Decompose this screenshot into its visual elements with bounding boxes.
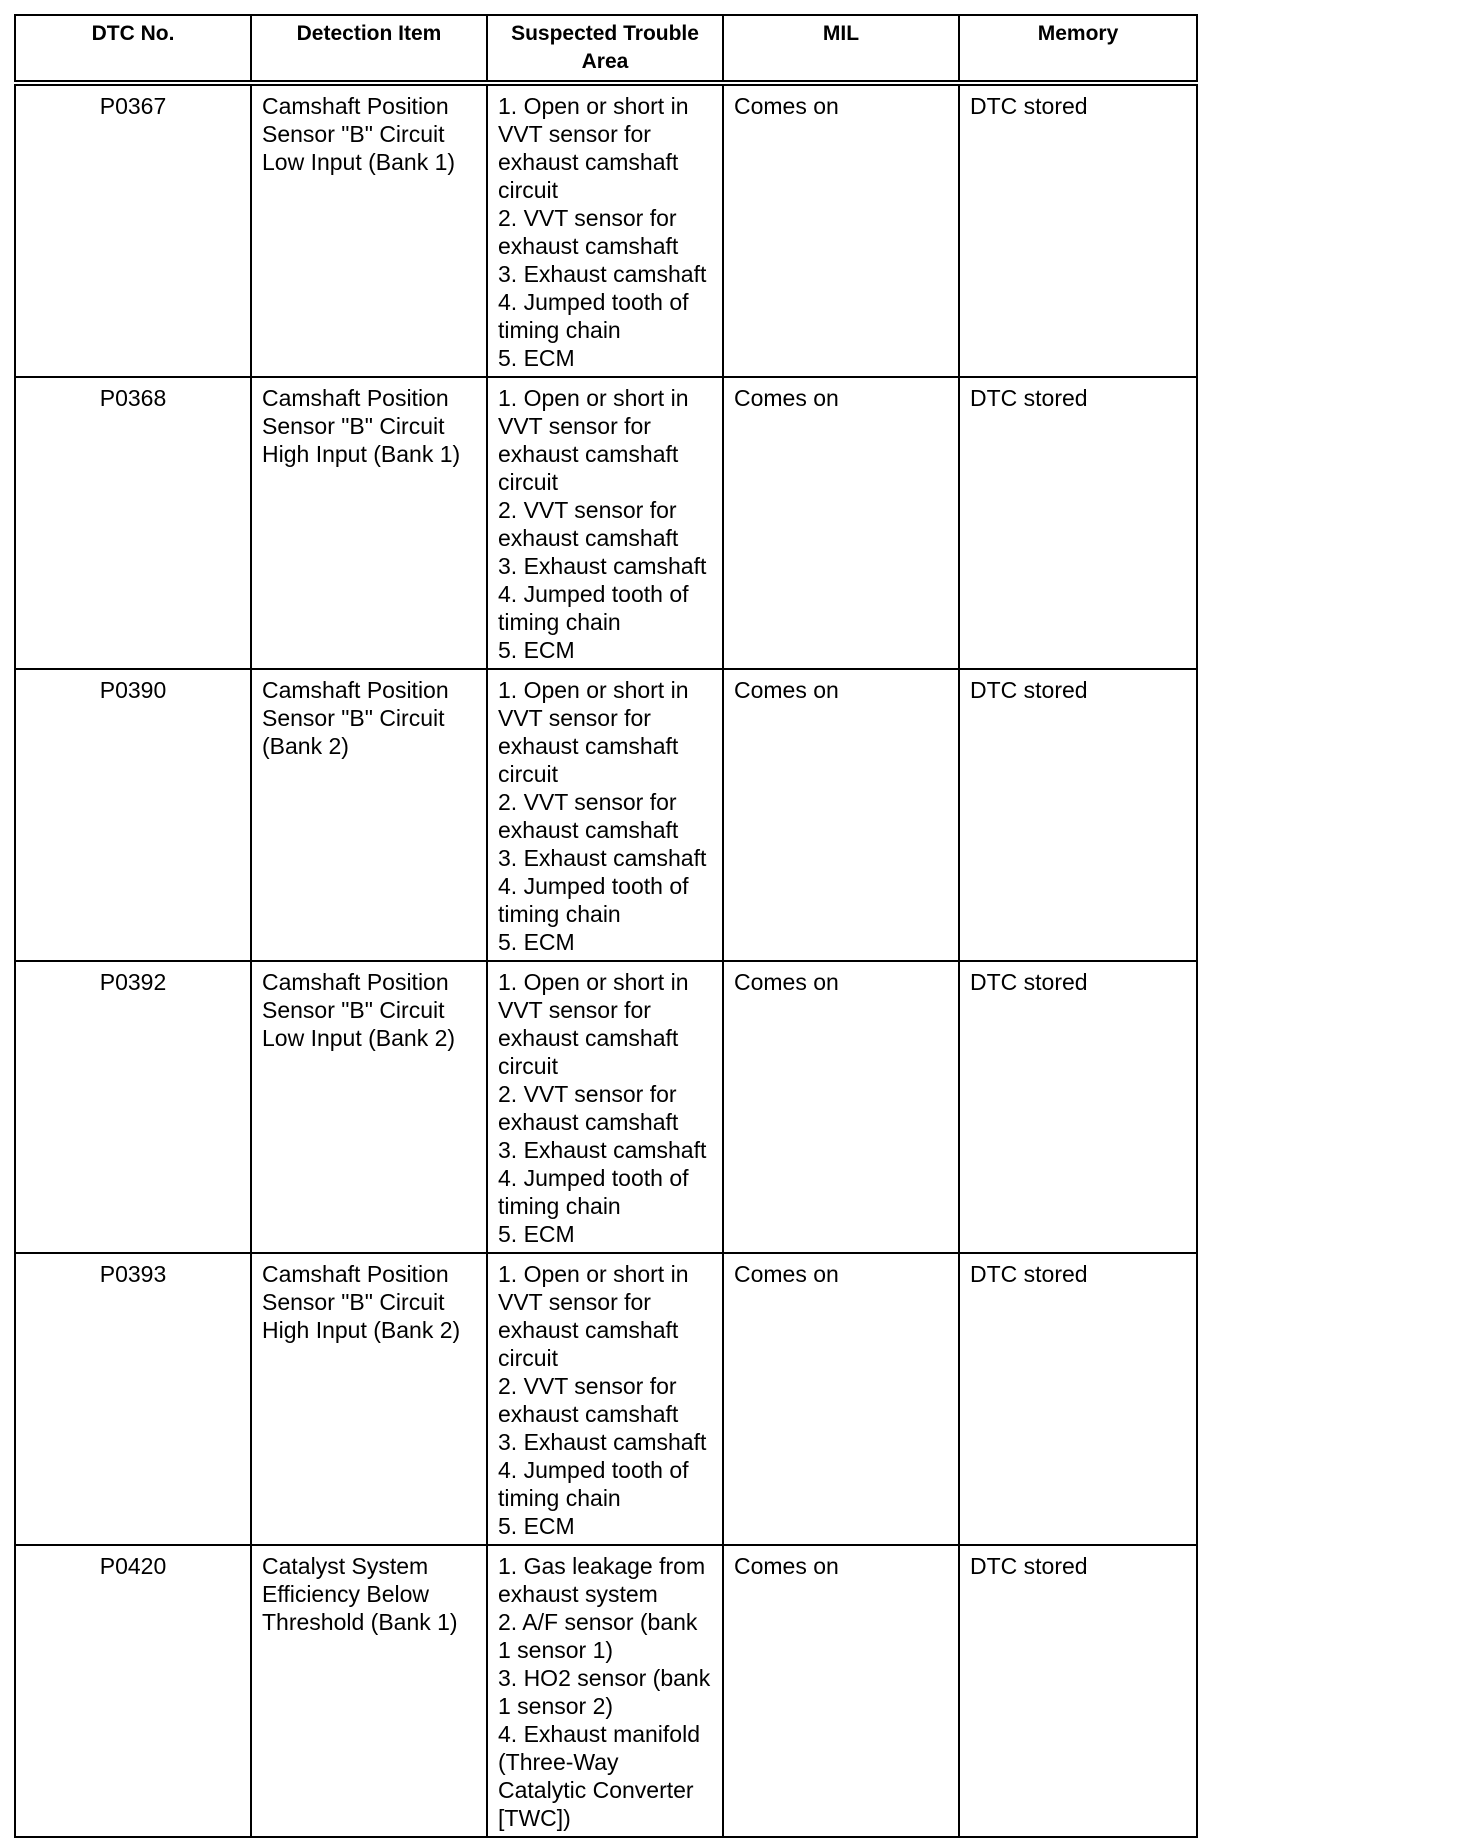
trouble-item: 5. ECM	[498, 1221, 575, 1247]
trouble-list	[498, 1552, 712, 1832]
dtc-table	[14, 14, 1198, 1838]
trouble-item: 1. Open or short in VVT sensor for exhaust camshaft circuit	[498, 385, 689, 495]
header-dtc-no: DTC No.	[15, 15, 251, 83]
trouble-item: 1. Open or short in VVT sensor for exhaust camshaft circuit	[498, 1261, 689, 1371]
mil-status: Comes on	[723, 1253, 959, 1545]
trouble-item: 2. VVT sensor for exhaust camshaft	[498, 1373, 679, 1427]
trouble-item: 3. Exhaust camshaft	[498, 1137, 707, 1163]
trouble-item: 1. Gas leakage from exhaust system	[498, 1553, 706, 1607]
trouble-item: 1. Open or short in VVT sensor for exhaust camshaft circuit	[498, 93, 689, 203]
suspected-trouble-area	[487, 1253, 723, 1545]
mil-status: Comes on	[723, 669, 959, 961]
trouble-item: 2. A/F sensor (bank 1 sensor 1)	[498, 1609, 698, 1663]
table-row	[15, 1545, 1197, 1837]
trouble-item: 4. Jumped tooth of timing chain	[498, 873, 689, 927]
detection-item: Catalyst System Efficiency Below Threshold (Bank 1)	[251, 1545, 487, 1837]
trouble-item: 3. Exhaust camshaft	[498, 1429, 707, 1455]
suspected-trouble-area	[487, 83, 723, 377]
trouble-item: 1. Open or short in VVT sensor for exhaust camshaft circuit	[498, 969, 689, 1079]
trouble-item: 4. Jumped tooth of timing chain	[498, 581, 689, 635]
memory-status: DTC stored	[959, 1545, 1197, 1837]
trouble-item: 3. Exhaust camshaft	[498, 553, 707, 579]
trouble-item: 2. VVT sensor for exhaust camshaft	[498, 205, 679, 259]
dtc-number: P0390	[15, 669, 251, 961]
table-header	[15, 15, 1197, 83]
mil-status: Comes on	[723, 377, 959, 669]
mil-status: Comes on	[723, 961, 959, 1253]
detection-item: Camshaft Position Sensor "B" Circuit Low Input (Bank 2)	[251, 961, 487, 1253]
trouble-list	[498, 968, 712, 1248]
table-row	[15, 669, 1197, 961]
memory-status: DTC stored	[959, 669, 1197, 961]
suspected-trouble-area	[487, 377, 723, 669]
header-suspected-trouble-area: Suspected Trouble Area	[487, 15, 723, 83]
detection-item: Camshaft Position Sensor "B" Circuit (Bank 2)	[251, 669, 487, 961]
table-row	[15, 377, 1197, 669]
header-mil: MIL	[723, 15, 959, 83]
detection-item: Camshaft Position Sensor "B" Circuit High Input (Bank 1)	[251, 377, 487, 669]
trouble-item: 5. ECM	[498, 637, 575, 663]
trouble-item: 5. ECM	[498, 1513, 575, 1539]
memory-status: DTC stored	[959, 83, 1197, 377]
dtc-number: P0392	[15, 961, 251, 1253]
trouble-item: 5. ECM	[498, 929, 575, 955]
memory-status: DTC stored	[959, 1253, 1197, 1545]
trouble-list	[498, 92, 712, 372]
trouble-item: 4. Jumped tooth of timing chain	[498, 289, 689, 343]
trouble-item: 5. ECM	[498, 345, 575, 371]
trouble-list	[498, 384, 712, 664]
trouble-item: 3. Exhaust camshaft	[498, 261, 707, 287]
dtc-number: P0368	[15, 377, 251, 669]
trouble-item: 1. Open or short in VVT sensor for exhaust camshaft circuit	[498, 677, 689, 787]
memory-status: DTC stored	[959, 961, 1197, 1253]
suspected-trouble-area	[487, 961, 723, 1253]
trouble-item: 2. VVT sensor for exhaust camshaft	[498, 789, 679, 843]
detection-item: Camshaft Position Sensor "B" Circuit Low Input (Bank 1)	[251, 83, 487, 377]
suspected-trouble-area	[487, 1545, 723, 1837]
header-detection-item: Detection Item	[251, 15, 487, 83]
detection-item: Camshaft Position Sensor "B" Circuit High Input (Bank 2)	[251, 1253, 487, 1545]
table-row	[15, 83, 1197, 377]
dtc-number: P0367	[15, 83, 251, 377]
table-row	[15, 1253, 1197, 1545]
trouble-item: 4. Exhaust manifold (Three-Way Catalytic Converter [TWC])	[498, 1721, 701, 1831]
mil-status: Comes on	[723, 1545, 959, 1837]
table-row	[15, 961, 1197, 1253]
header-memory: Memory	[959, 15, 1197, 83]
trouble-list	[498, 1260, 712, 1540]
trouble-item: 4. Jumped tooth of timing chain	[498, 1457, 689, 1511]
trouble-item: 2. VVT sensor for exhaust camshaft	[498, 497, 679, 551]
trouble-list	[498, 676, 712, 956]
dtc-number: P0420	[15, 1545, 251, 1837]
suspected-trouble-area	[487, 669, 723, 961]
trouble-item: 4. Jumped tooth of timing chain	[498, 1165, 689, 1219]
trouble-item: 2. VVT sensor for exhaust camshaft	[498, 1081, 679, 1135]
table-body	[15, 83, 1197, 1837]
dtc-number: P0393	[15, 1253, 251, 1545]
trouble-item: 3. HO2 sensor (bank 1 sensor 2)	[498, 1665, 711, 1719]
header-row	[15, 15, 1197, 83]
mil-status: Comes on	[723, 83, 959, 377]
memory-status: DTC stored	[959, 377, 1197, 669]
trouble-item: 3. Exhaust camshaft	[498, 845, 707, 871]
